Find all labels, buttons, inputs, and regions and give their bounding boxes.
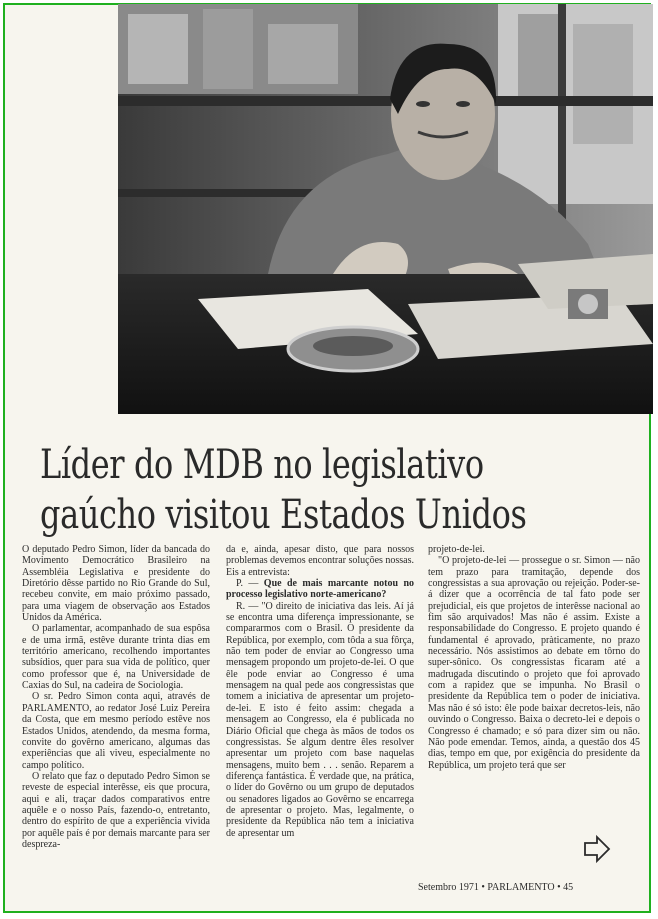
question-text: Que de mais marcante notou no processo legislativo norte-americano? <box>226 578 415 601</box>
headline-line-2: gaúcho visitou Estados Unidos <box>40 492 527 538</box>
answer-paragraph: R. — "O direito de iniciativa das leis. Aí já se encontra uma diferença impressionante, se compararmos com o Brasil. O presidente da República, por exemplo, com tôda a sua fôrça, não tem poder de enviar ao Congresso uma mensagem propondo um projeto-de-lei. O que êle pode enviar ao Congresso é uma mensagem na qual pede aos congressistas que tomem a iniciativa de apresentar um projeto-de-lei. E isto é feito assim: chegada a mensagem ao Congresso, ela é publicada no Diário Oficial que chega às mãos de todos os congressistas. Se algum dentre êles resolver apresentar um projeto com base naquelas mensagens, muito bem . . . senão. Reparem a diferença fantástica. É verdade que, na prática, o líder do Govêrno ou um grupo de deputados ou senadores ligados ao Govêrno se encarrega de apresentar o projeto. Mas, legalmente, o presidente da República não tem a iniciativa de apresentar um <box>226 600 414 839</box>
paragraph: projeto-de-lei. <box>428 544 485 555</box>
headline <box>40 440 527 540</box>
continue-arrow-icon <box>582 834 612 869</box>
paragraph: O sr. Pedro Simon conta aqui, através de PARLAMENTO, ao redator José Luiz Pereira da Costa, que em mesmo período estêve nos Estados Unidos, atendendo, da mesma forma, convite do govêrno americano, algumas das experiências que ali viveu, especialmente no campo político. <box>22 691 210 771</box>
article-column-1 <box>22 544 210 850</box>
paragraph: O parlamentar, acompanhado de sua espôsa e de uma irmã, estêve durante trinta dias em território americano, recolhendo importantes subsídios, quer para sua vida de político, quer como professor que é, na Universidade de Caxias do Sul, na cadeira de Sociologia. <box>22 623 210 692</box>
headline-line-1: Líder do MDB no legislativo <box>40 442 484 488</box>
page-footer: Setembro 1971 • PARLAMENTO • 45 <box>418 882 574 893</box>
article-photo <box>118 4 653 414</box>
question-prefix: P. — <box>236 578 259 590</box>
article-column-2 <box>226 544 414 839</box>
paragraph: "O projeto-de-lei — prossegue o sr. Simon — não tem prazo para tramitação, depende dos congressistas a sua aprovação ou rejeição. Poder-se-á dizer que a ocorrência de tal fato pode ser prejudicial, eis que projetos de interêsse nacional ao fim são arquivados! Mas não é assim. Existe a responsabilidade do Congresso. E projeto quando é fundamental é aprovado, pràticamente, no prazo necessário. Nós assistimos ao debate em tôrno do super-sônico. Os congressistas ficaram até a madrugada discutindo o projeto que foi aprovado com a rapidez que se impunha. No Brasil o presidente da República tem o poder de iniciativa. Mas não é só isto: êle pode baixar decretos-leis, não ouvindo o Congresso. Baixa o decreto-lei e depois o Congresso é chamado; e só para dizer sim ou não. Não pode emendar. Temos, ainda, a questão dos 45 dias, tempo em que, por exigência do presidente da República, um projeto terá que ser <box>428 555 640 771</box>
paragraph: da e, ainda, apesar disto, que para nossos problemas devemos encontrar soluções nossas. Eis a entrevista: <box>226 544 415 578</box>
article-column-3 <box>428 544 640 771</box>
paragraph: O relato que faz o deputado Pedro Simon se reveste de especial interêsse, eis que procura, aqui e ali, traçar dados comparativos entre aquêle e o nosso País, fazendo-o, entretanto, dentro do espírito de que a experiência vivida por aquêle país é por demais marcante para ser despreza- <box>22 770 210 850</box>
question-paragraph <box>226 578 414 601</box>
paragraph: O deputado Pedro Simon, líder da bancada do Movimento Democrático Brasileiro na Assembléia Legislativa e presidente do Diretório dêsse partido no Rio Grande do Sul, recebeu convite, em maio próximo passado, para uma viagem de observação aos Estados Unidos da América. <box>22 544 210 624</box>
